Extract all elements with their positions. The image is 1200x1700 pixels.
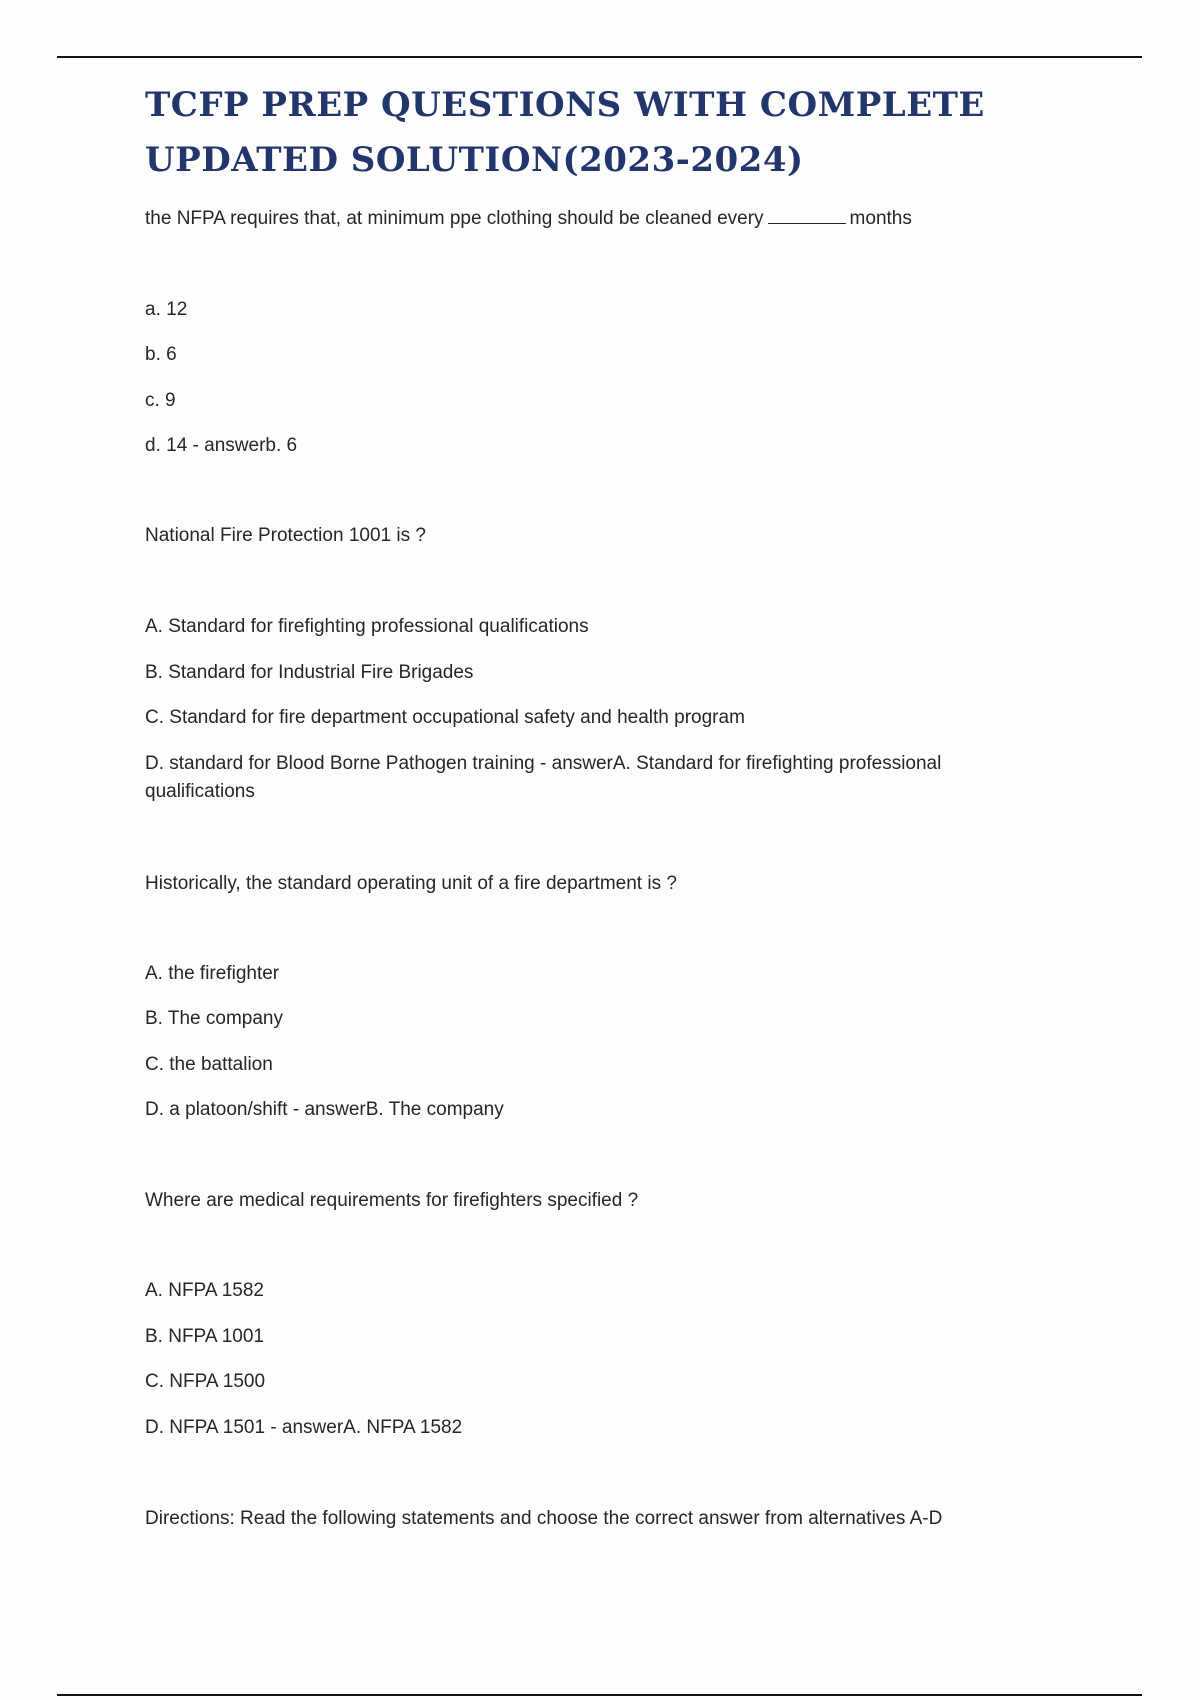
question-4-option-d: D. NFPA 1501 - answerA. NFPA 1582	[145, 1417, 463, 1438]
question-1-prompt-after: months	[849, 208, 912, 229]
question-1-prompt-before: the NFPA requires that, at minimum ppe clothing should be cleaned every	[145, 208, 764, 229]
bottom-rule	[57, 1694, 1142, 1696]
question-1-prompt	[145, 205, 912, 233]
directions-text: Directions: Read the following statements and choose the correct answer from alternatives A-D	[145, 1508, 943, 1529]
question-4-option-c: C. NFPA 1500	[145, 1371, 266, 1392]
answer-blank	[768, 205, 846, 224]
question-1-option-a: a. 12	[145, 299, 188, 320]
question-2-prompt: National Fire Protection 1001 is ?	[145, 525, 426, 546]
question-4-prompt: Where are medical requirements for firefighters specified ?	[145, 1190, 639, 1211]
question-1-option-b: b. 6	[145, 344, 177, 365]
question-2-option-b: B. Standard for Industrial Fire Brigades	[145, 662, 474, 683]
question-4-option-b: B. NFPA 1001	[145, 1326, 264, 1347]
question-3-option-d: D. a platoon/shift - answerB. The company	[145, 1099, 504, 1120]
top-rule	[57, 56, 1142, 58]
question-3-option-c: C. the battalion	[145, 1054, 273, 1075]
question-3-prompt: Historically, the standard operating unit of a fire department is ?	[145, 873, 677, 894]
question-3-option-a: A. the firefighter	[145, 963, 280, 984]
question-1-option-d: d. 14 - answerb. 6	[145, 435, 298, 456]
question-2-option-a: A. Standard for firefighting professional qualifications	[145, 616, 589, 637]
question-4-option-a: A. NFPA 1582	[145, 1280, 264, 1301]
question-1-option-c: c. 9	[145, 390, 176, 411]
question-2-option-d: D. standard for Blood Borne Pathogen training - answerA. Standard for firefighting professional qualifications	[145, 753, 942, 802]
question-2-option-c: C. Standard for fire department occupational safety and health program	[145, 707, 745, 728]
question-3-option-b: B. The company	[145, 1008, 284, 1029]
document-title: TCFP PREP QUESTIONS WITH COMPLETE UPDATED SOLUTION(2023-2024)	[145, 85, 985, 180]
